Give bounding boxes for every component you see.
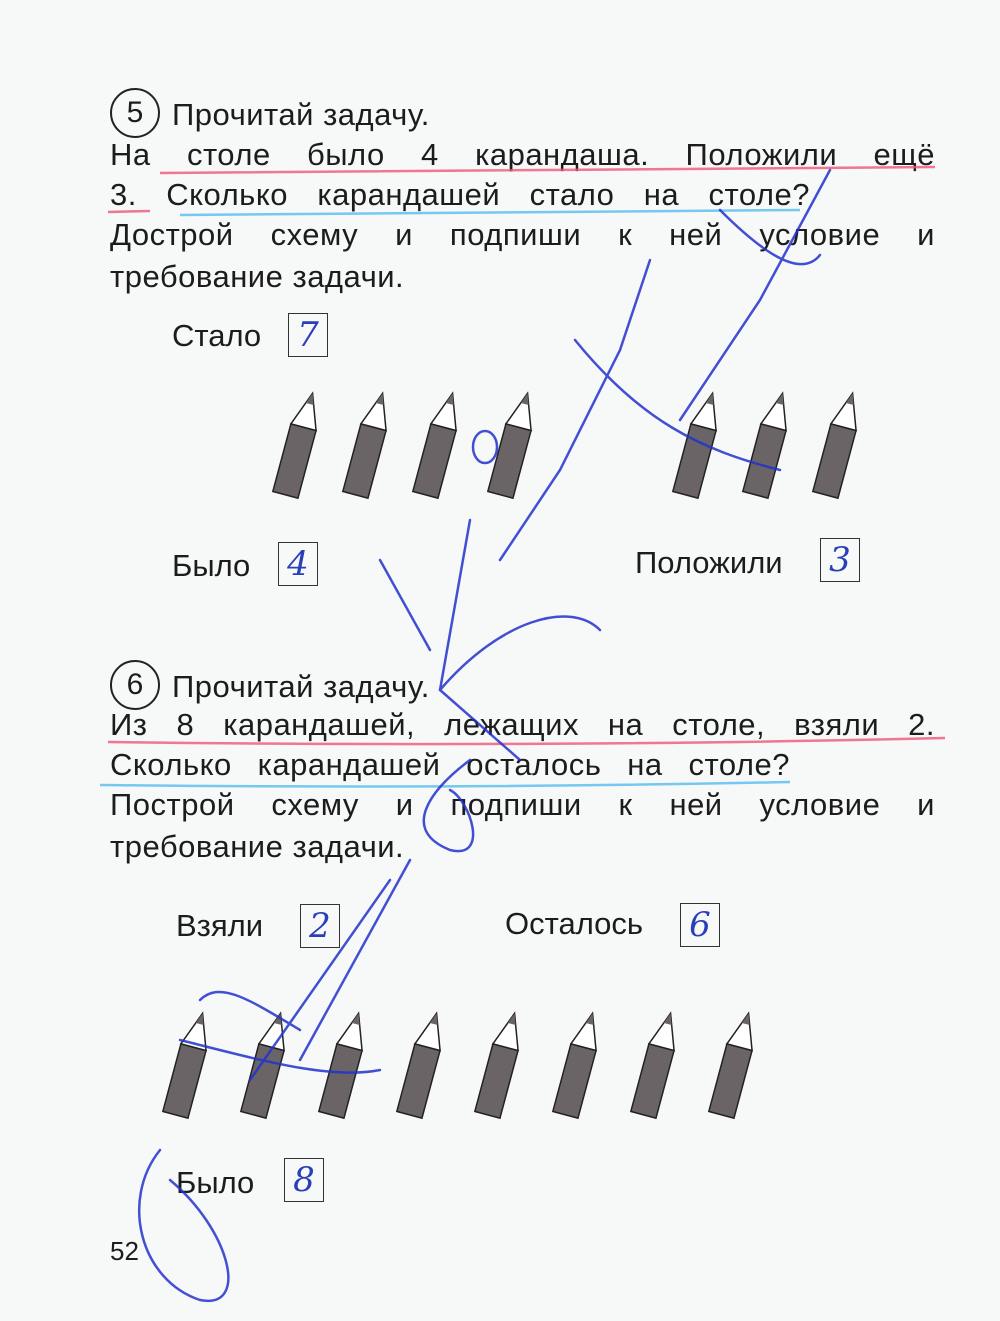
task5-line-4: требование задачи. [110,259,405,294]
task6-line-1: Из 8 карандашей, лежащих на столе, взяли 2. [110,707,935,742]
task6-heading: Прочитай задачу. [172,669,430,704]
task6-line-2: Сколько карандашей осталось на столе? [110,747,790,782]
task5-line-2: 3. Сколько карандашей стало на столе? [110,177,810,212]
task5-answer-added[interactable]: 3 [820,538,860,582]
teacher-handwriting-scribble [139,170,830,1301]
task5-label-total: Стало [172,318,262,353]
task6-number-circle: 6 [110,660,160,710]
task5-label-initial: Было [172,548,251,583]
task6-answer-remaining[interactable]: 6 [680,903,720,947]
task6-label-remaining: Осталось [505,906,644,941]
task5-line-1: На столе было 4 карандаша. Положили ещё [110,137,935,172]
task5-line-3: Дострой схему и подпиши к ней условие и [110,217,935,252]
task6-line-3: Построй схему и подпиши к ней условие и [110,787,935,822]
task5-answer-total[interactable]: 7 [288,313,328,357]
task6-label-taken: Взяли [176,908,264,943]
task5-heading: Прочитай задачу. [172,97,430,132]
red-underline-task6 [108,738,945,744]
task5-label-added: Положили [635,545,783,580]
blue-underline-task5 [180,210,800,215]
task6-answer-initial[interactable]: 8 [284,1158,324,1202]
task6-answer-taken[interactable]: 2 [300,904,340,948]
task5-answer-initial[interactable]: 4 [278,542,318,586]
task5-number-circle: 5 [110,88,160,138]
task6-line-4: требование задачи. [110,829,405,864]
task6-label-initial: Было [176,1165,255,1200]
page-number: 52 [110,1236,139,1266]
